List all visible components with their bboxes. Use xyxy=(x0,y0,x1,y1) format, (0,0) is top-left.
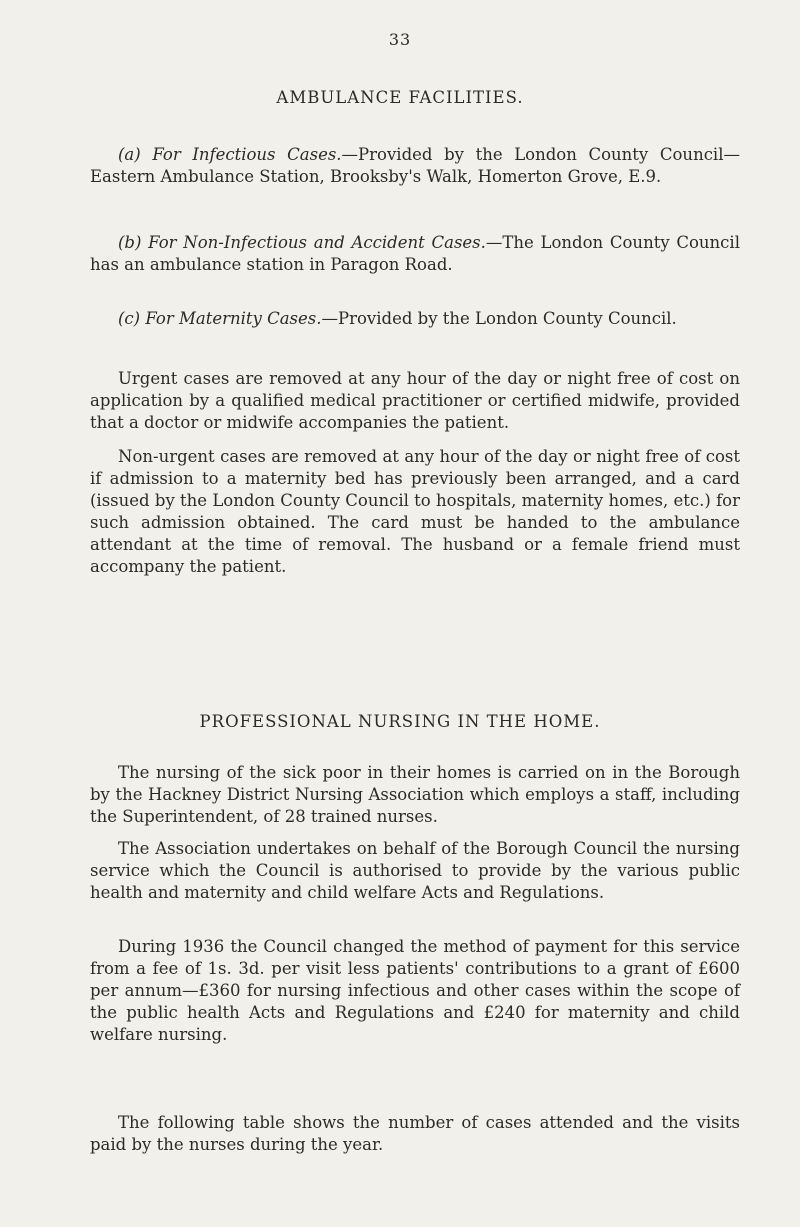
ambulance-heading: AMBULANCE FACILITIES. xyxy=(276,88,524,107)
nursing-paragraph-4: The following table shows the number of cases attended and the visits paid by the nurses during the year. xyxy=(90,1113,740,1154)
non-urgent-cases-paragraph: Non-urgent cases are removed at any hour of the day or night free of cost if admission to a maternity bed has previously been arranged, and a card (issued by the London County Council to hospitals, maternity homes, etc.) for such admission obtained. The card must be handed to the ambulance attendant at the time of removal. The husband or a female friend must accompany the patient. xyxy=(90,447,740,576)
infectious-cases-label: (a) For Infectious Cases. xyxy=(118,145,342,164)
nursing-paragraph-2: The Association undertakes on behalf of the Borough Council the nursing service which the Council is authorised to provide by the various public health and maternity and child welfare Acts and Regulations. xyxy=(90,839,740,902)
non-infectious-cases-label: (b) For Non-Infectious and Accident Cases. xyxy=(118,233,486,252)
maternity-cases-label: (c) For Maternity Cases. xyxy=(118,309,322,328)
nursing-heading: PROFESSIONAL NURSING IN THE HOME. xyxy=(199,712,601,731)
nursing-paragraph-3: During 1936 the Council changed the method of payment for this service from a fee of 1s. 3d. per visit less patients' contributions to a grant of £600 per annum—£360 for nursing infectious and other cases within the scope of the public health Acts and Regulations and £240 for maternity and child welfare nursing. xyxy=(90,937,740,1044)
non-infectious-cases-text: —The London County Council has an ambulance station in Paragon Road. xyxy=(90,233,740,274)
urgent-cases-paragraph: Urgent cases are removed at any hour of the day or night free of cost on application by a qualified medical practitioner or certified midwife, provided that a doctor or midwife accompanies the patient. xyxy=(90,369,740,432)
infectious-cases-text: —Provided by the London County Council—Eastern Ambulance Station, Brooksby's Walk, Homerton Grove, E.9. xyxy=(90,145,740,186)
maternity-cases-text: —Provided by the London County Council. xyxy=(321,309,677,328)
infectious-cases-paragraph xyxy=(90,144,740,188)
maternity-cases-paragraph xyxy=(90,308,740,330)
nursing-paragraph-1: The nursing of the sick poor in their homes is carried on in the Borough by the Hackney District Nursing Association which employs a staff, including the Superintendent, of 28 trained nurses. xyxy=(90,763,740,826)
page-number: 33 xyxy=(388,30,412,49)
non-infectious-cases-paragraph xyxy=(90,232,740,276)
